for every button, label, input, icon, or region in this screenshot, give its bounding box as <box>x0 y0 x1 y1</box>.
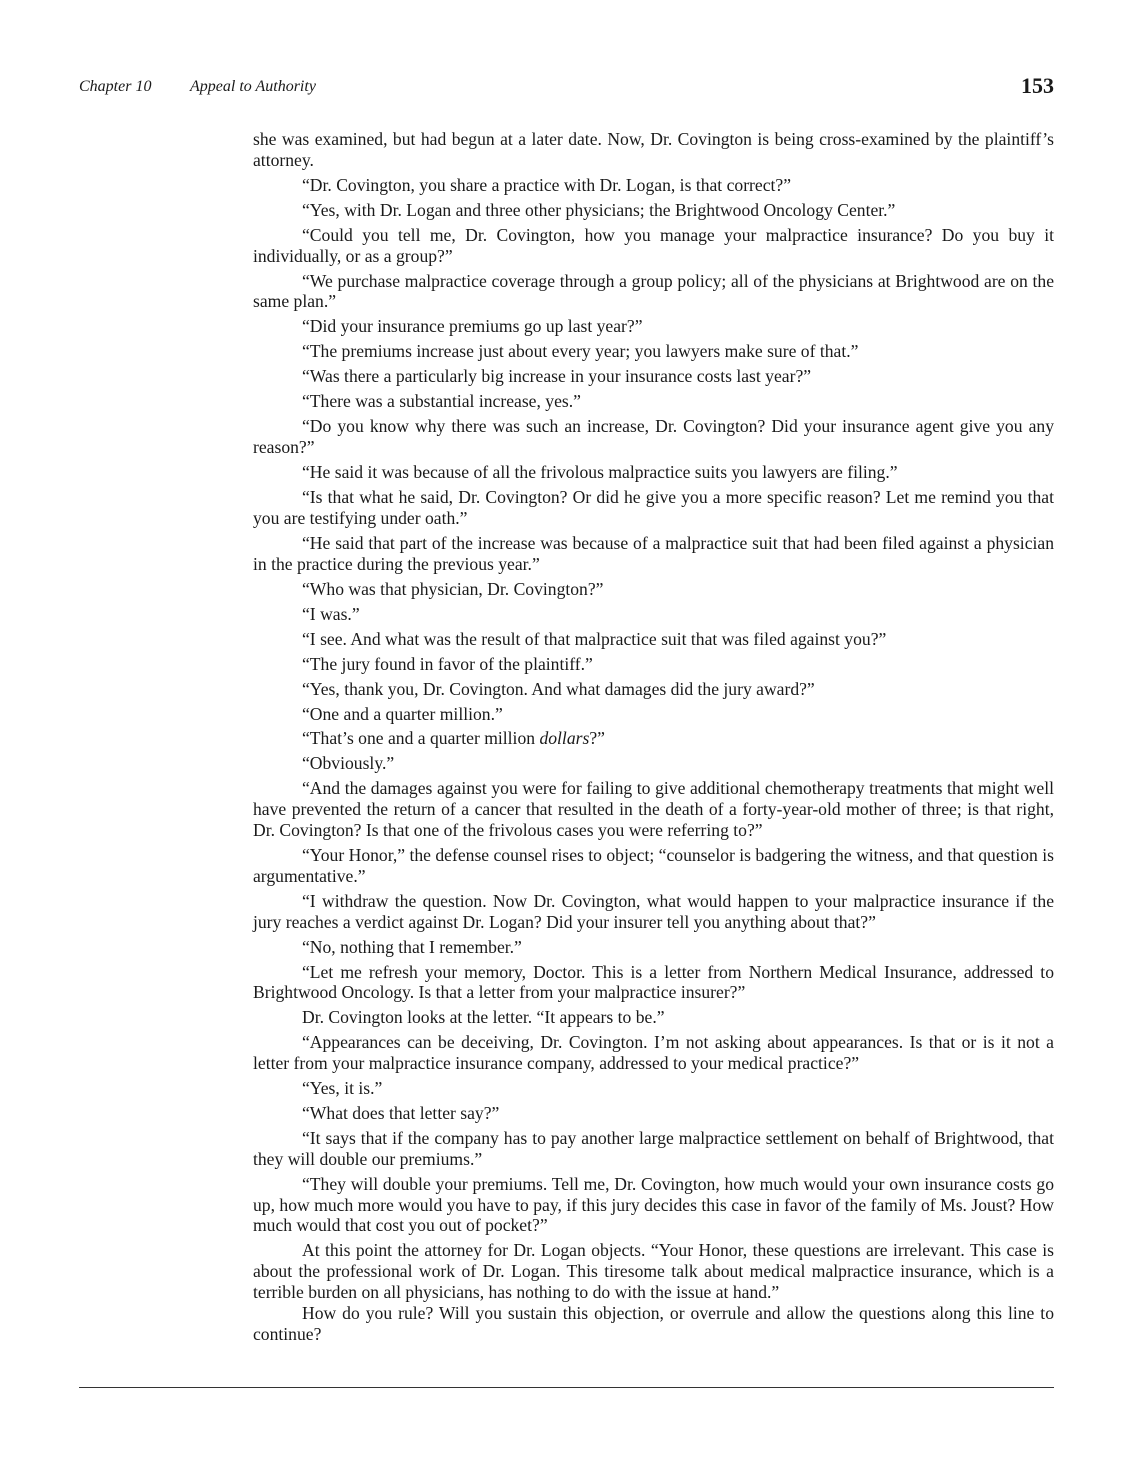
paragraph: “I was.” <box>302 603 360 624</box>
paragraph: “Obviously.” <box>302 753 395 774</box>
paragraph: “Let me refresh your memory, Doctor. This is a letter from Northern Medical Insurance, addressed to Brightwood Oncology. Is that a letter from your malpractice insurer?” <box>253 961 1054 1003</box>
chapter-label: Chapter 10 <box>79 78 152 95</box>
paragraph: “Who was that physician, Dr. Covington?” <box>302 578 604 599</box>
paragraph: “Do you know why there was such an increase, Dr. Covington? Did your insurance agent give you any reason?” <box>253 416 1054 458</box>
body-text <box>253 129 1054 1344</box>
paragraph: “We purchase malpractice coverage through a group policy; all of the physicians at Brightwood are on the same plan.” <box>253 270 1054 312</box>
paragraph-text: “That’s one and a quarter million <box>302 728 540 749</box>
paragraph: “And the damages against you were for failing to give additional chemotherapy treatments that might well have prevented the return of a cancer that resulted in the death of a forty-year-old mother of three; is that right, Dr. Covington? Is that one of the frivolous cases you were referring to?” <box>253 778 1054 841</box>
paragraph <box>253 728 1054 749</box>
paragraph: “There was a substantial increase, yes.” <box>302 391 581 412</box>
paragraph: “I withdraw the question. Now Dr. Covington, what would happen to your malpractice insurance if the jury reaches a verdict against Dr. Logan? Did your insurer tell you anything about that?” <box>253 890 1054 932</box>
paragraph: How do you rule? Will you sustain this objection, or overrule and allow the questions along this line to continue? <box>253 1302 1054 1344</box>
paragraph: “He said it was because of all the frivolous malpractice suits you lawyers are filing.” <box>302 462 898 483</box>
paragraph: “No, nothing that I remember.” <box>302 936 522 957</box>
paragraph: Dr. Covington looks at the letter. “It appears to be.” <box>302 1007 665 1028</box>
paragraph: “Is that what he said, Dr. Covington? Or did he give you a more specific reason? Let me remind you that you are testifying under oath.” <box>253 487 1054 528</box>
running-head <box>79 74 1054 102</box>
emphasis: dollars <box>539 728 590 749</box>
paragraph: “What does that letter say?” <box>302 1103 500 1124</box>
paragraph: “The jury found in favor of the plaintiff.” <box>302 653 593 674</box>
bottom-rule <box>79 1387 1054 1388</box>
paragraph: “Yes, it is.” <box>302 1078 383 1099</box>
paragraph: “Yes, with Dr. Logan and three other physicians; the Brightwood Oncology Center.” <box>302 199 896 220</box>
paragraph: “It says that if the company has to pay another large malpractice settlement on behalf of Brightwood, that they will double our premiums.” <box>253 1128 1054 1169</box>
paragraph: “Was there a particularly big increase in your insurance costs last year?” <box>302 366 812 387</box>
paragraph: At this point the attorney for Dr. Logan objects. “Your Honor, these questions are irrelevant. This case is about the professional work of Dr. Logan. This tiresome talk about medical malpractice insurance, which is a terrible burden on all physicians, has nothing to do with the issue at hand.” <box>253 1240 1054 1303</box>
paragraph: “One and a quarter million.” <box>302 703 503 724</box>
paragraph: “The premiums increase just about every year; you lawyers make sure of that.” <box>302 341 859 362</box>
chapter-title: Appeal to Authority <box>190 78 316 95</box>
paragraph: “Your Honor,” the defense counsel rises to object; “counselor is badgering the witness, and that question is argumentative.” <box>253 845 1054 886</box>
paragraph: she was examined, but had begun at a later date. Now, Dr. Covington is being cross-examined by the plaintiff’s attorney. <box>253 129 1054 170</box>
paragraph: “They will double your premiums. Tell me, Dr. Covington, how much would your own insurance costs go up, how much more would you have to pay, if this jury decides this case in favor of the family of Ms. Joust? How much would that cost you out of pocket?” <box>253 1173 1054 1236</box>
paragraph: “He said that part of the increase was because of a malpractice suit that had been filed against a physician in the practice during the previous year.” <box>253 532 1054 574</box>
paragraph: “Could you tell me, Dr. Covington, how you manage your malpractice insurance? Do you buy it individually, or as a group?” <box>253 224 1054 266</box>
paragraph-text-tail: ?” <box>589 728 605 749</box>
paragraph: “Appearances can be deceiving, Dr. Covington. I’m not asking about appearances. Is that or is it not a letter from your malpractice insurance company, addressed to your medical practice?” <box>253 1032 1054 1074</box>
paragraph: “Did your insurance premiums go up last year?” <box>302 316 643 337</box>
paragraph: “Yes, thank you, Dr. Covington. And what damages did the jury award?” <box>302 678 815 699</box>
paragraph: “Dr. Covington, you share a practice with Dr. Logan, is that correct?” <box>302 174 792 195</box>
paragraph: “I see. And what was the result of that malpractice suit that was filed against you?” <box>302 628 887 649</box>
page-number: 153 <box>1021 73 1054 98</box>
